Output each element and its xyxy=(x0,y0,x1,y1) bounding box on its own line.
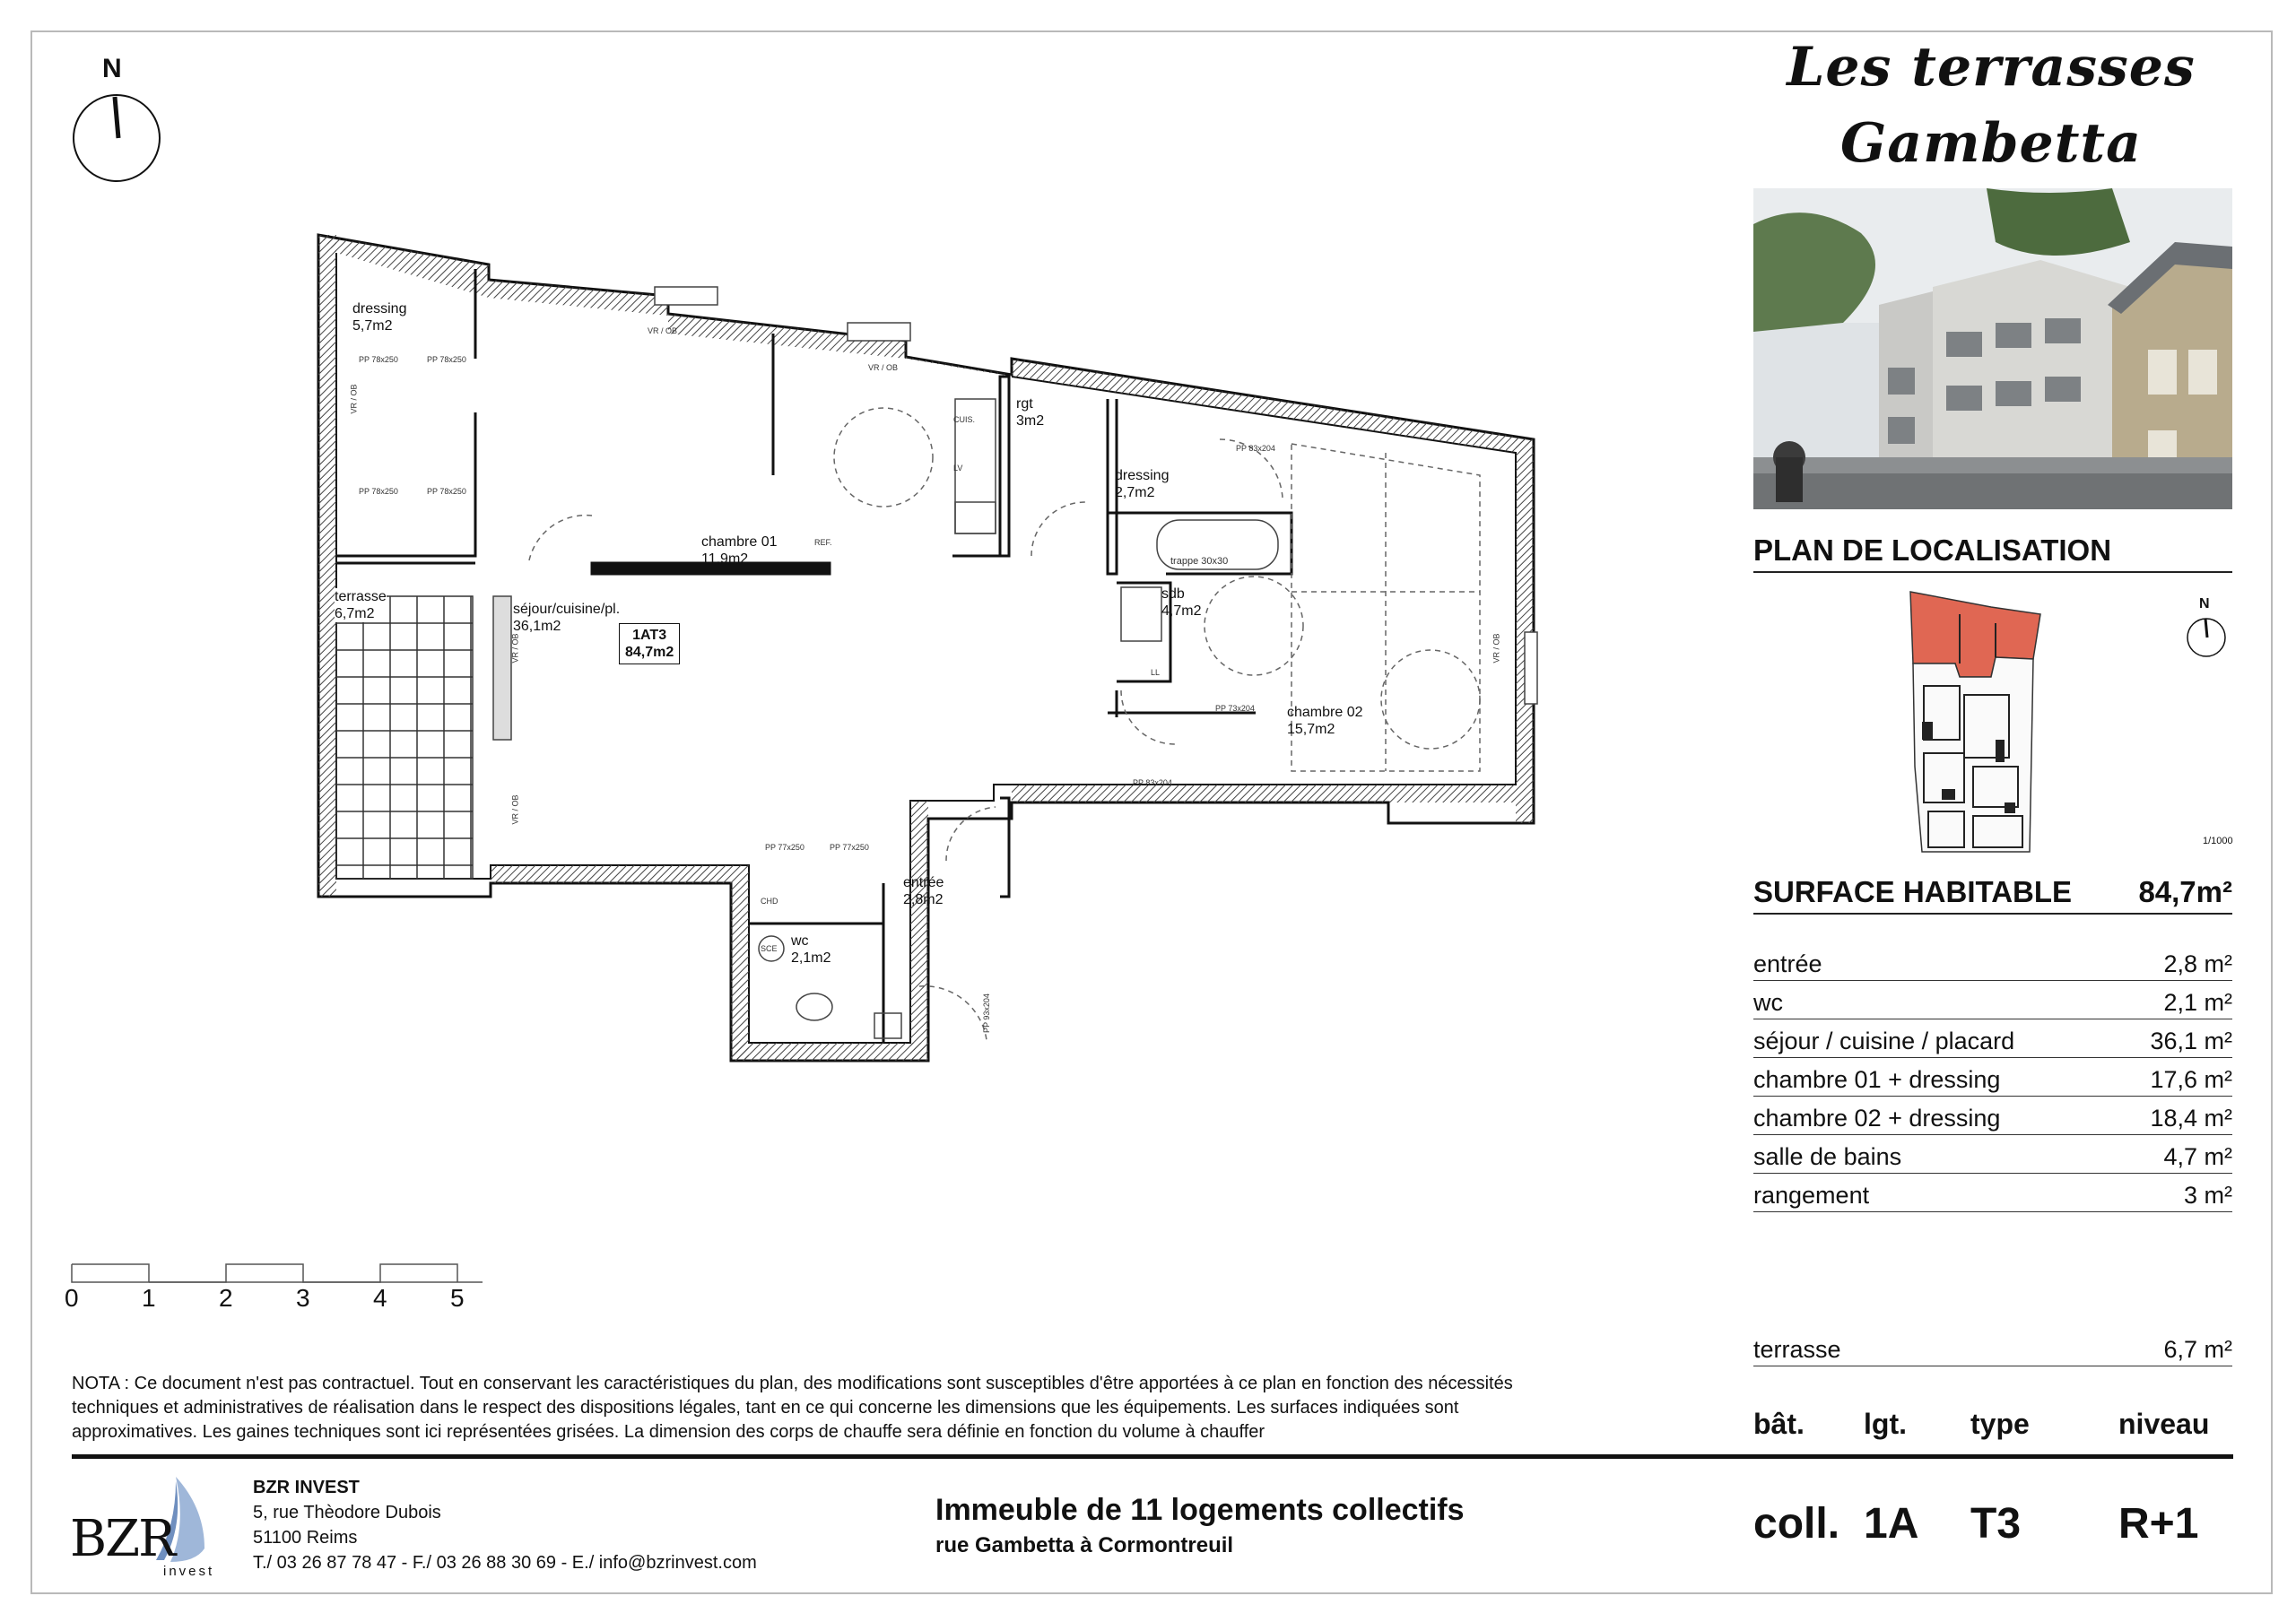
area-row-sejour xyxy=(1753,1028,2232,1058)
room-chambre-01 xyxy=(701,533,778,568)
label-pp78-2: PP 78x250 xyxy=(427,355,466,364)
room-wc xyxy=(791,932,831,967)
localisation-title: PLAN DE LOCALISATION xyxy=(1753,533,2232,573)
label-vr-ob-2: VR / OB xyxy=(868,363,899,372)
north-arrow-icon xyxy=(2185,616,2228,659)
surface-total: 84,7m² xyxy=(2138,875,2232,908)
bottom-divider xyxy=(72,1454,2233,1459)
localisation-north-label: N xyxy=(2199,596,2210,612)
room-entree xyxy=(903,874,944,908)
room-area: 6,7m2 xyxy=(335,606,375,621)
label-ll: LL xyxy=(1151,668,1161,677)
label-vr-ob-4: VR / OB xyxy=(510,794,520,825)
room-name: wc xyxy=(791,933,809,949)
area-label: chambre 01 + dressing xyxy=(1753,1066,2001,1093)
area-value: 2,1 m² xyxy=(2163,989,2232,1016)
logo-subtext: invest xyxy=(163,1564,215,1579)
room-name: rgt xyxy=(1016,396,1033,412)
info-value-lgt: 1A xyxy=(1864,1500,1919,1548)
room-name: dressing xyxy=(1115,468,1170,483)
area-value: 18,4 m² xyxy=(2150,1105,2232,1132)
label-lv: LV xyxy=(953,464,963,473)
unit-area: 84,7m2 xyxy=(625,645,674,660)
room-area: 3m2 xyxy=(1016,413,1045,429)
room-name: dressing xyxy=(352,301,407,317)
localisation-north xyxy=(2185,596,2228,668)
scale-tick-5: 5 xyxy=(450,1284,465,1312)
area-label: entrée xyxy=(1753,950,1822,977)
label-pp77-2: PP 77x250 xyxy=(830,843,869,852)
label-vr-ob-3: VR / OB xyxy=(510,633,520,664)
company-address-1: 5, rue Thèodore Dubois xyxy=(253,1503,441,1522)
area-value: 6,7 m² xyxy=(2163,1336,2232,1363)
room-area: 5,7m2 xyxy=(352,318,393,334)
area-row-terrasse xyxy=(1753,1336,2232,1366)
area-row-chambre-01 xyxy=(1753,1066,2232,1097)
label-vr-ob-6: VR / OB xyxy=(349,384,359,414)
company-contact: T./ 03 26 87 78 47 - F./ 03 26 88 30 69 - E./ info@bzrinvest.com xyxy=(253,1553,757,1573)
room-name: chambre 01 xyxy=(701,534,778,550)
room-rgt xyxy=(1016,395,1044,429)
north-label: N xyxy=(102,54,122,83)
info-header-lgt: lgt. xyxy=(1864,1408,1907,1440)
company-block xyxy=(253,1475,757,1575)
room-chambre-02 xyxy=(1287,704,1363,738)
label-chd: CHD xyxy=(761,897,778,906)
surface-title-row xyxy=(1753,875,2232,915)
area-label: salle de bains xyxy=(1753,1143,1902,1170)
info-header-type: type xyxy=(1970,1408,2030,1440)
area-row-wc xyxy=(1753,989,2232,1019)
label-pp78-3: PP 78x250 xyxy=(359,487,398,496)
area-row-chambre-02 xyxy=(1753,1105,2232,1135)
label-pp78-4: PP 78x250 xyxy=(427,487,466,496)
company-address-2: 51100 Reims xyxy=(253,1528,358,1548)
info-header-niveau: niveau xyxy=(2118,1408,2210,1440)
area-row-entree xyxy=(1753,950,2232,981)
room-dressing-2 xyxy=(1115,467,1169,501)
area-value: 3 m² xyxy=(2184,1182,2232,1209)
label-pp73: PP 73x204 xyxy=(1215,704,1255,713)
room-sejour xyxy=(513,601,620,635)
area-row-salle-de-bains xyxy=(1753,1143,2232,1174)
scale-tick-1: 1 xyxy=(142,1284,156,1312)
project-title: Immeuble de 11 logements collectifs xyxy=(935,1493,1465,1527)
label-pp77-1: PP 77x250 xyxy=(765,843,804,852)
label-trappe: trappe 30x30 xyxy=(1170,556,1229,567)
info-value-type: T3 xyxy=(1970,1500,2022,1548)
label-cuis: CUIS. xyxy=(953,415,976,424)
building-photo xyxy=(1753,188,2232,509)
company-name: BZR INVEST xyxy=(253,1478,360,1497)
room-name: terrasse xyxy=(335,589,387,604)
area-value: 2,8 m² xyxy=(2163,950,2232,977)
project-block xyxy=(935,1493,1465,1558)
company-logo xyxy=(70,1472,231,1580)
room-name: entrée xyxy=(903,875,944,890)
room-name: sdb xyxy=(1161,586,1185,602)
area-value: 4,7 m² xyxy=(2163,1143,2232,1170)
label-vr-ob-5: VR / OB xyxy=(1492,633,1501,664)
label-pp93: PP 93x204 xyxy=(981,993,991,1033)
room-area: 4,7m2 xyxy=(1161,603,1202,619)
room-area: 15,7m2 xyxy=(1287,722,1335,737)
room-name: chambre 02 xyxy=(1287,705,1363,720)
area-value: 17,6 m² xyxy=(2150,1066,2232,1093)
area-label: chambre 02 + dressing xyxy=(1753,1105,2001,1132)
info-header-bat: bât. xyxy=(1753,1408,1805,1440)
room-area: 2,7m2 xyxy=(1115,485,1155,500)
info-value-niveau: R+1 xyxy=(2118,1500,2199,1548)
room-area: 36,1m2 xyxy=(513,619,561,634)
info-value-bat: coll. xyxy=(1753,1500,1840,1548)
localisation-map xyxy=(1906,587,2049,856)
room-area: 2,8m2 xyxy=(903,892,944,907)
room-sdb xyxy=(1161,585,1201,620)
label-refr: REF. xyxy=(814,538,832,547)
room-name: séjour/cuisine/pl. xyxy=(513,602,621,617)
logo-text: BZR xyxy=(70,1510,175,1568)
room-dressing-1 xyxy=(352,300,406,334)
area-label: terrasse xyxy=(1753,1336,1841,1363)
unit-label: 1AT3 xyxy=(632,628,667,643)
building-photo-illustration xyxy=(1753,188,2232,509)
surface-title: SURFACE HABITABLE xyxy=(1753,875,2073,908)
scale-tick-3: 3 xyxy=(296,1284,310,1312)
label-pp78-1: PP 78x250 xyxy=(359,355,398,364)
scale-tick-0: 0 xyxy=(65,1284,79,1312)
nota-text: NOTA : Ce document n'est pas contractuel. Tout en conservant les caractéristiques du plan, des modifications sont susceptibles d'être apportées à ce plan en fonction des nécessités techniques et administratives de réalisation dans le respect des dispositions légales, tant en ce qui concerne les dimensions que les équipements. Les surfaces indiquées sont approximatives. Les gaines techniques sont ici représentées grisées. La dimension des corps de chauffe sera définie en fonction du volume à chauffer xyxy=(72,1374,1513,1442)
room-area: 11,9m2 xyxy=(701,551,749,567)
label-sce: SCE xyxy=(761,944,778,953)
unit-label-box xyxy=(619,623,680,664)
scale-tick-2: 2 xyxy=(219,1284,233,1312)
scale-bar xyxy=(70,1262,483,1289)
project-title-line2: Gambetta xyxy=(1839,112,2143,175)
area-label: séjour / cuisine / placard xyxy=(1753,1028,2015,1054)
terrace-tiles xyxy=(336,596,473,879)
label-vr-ob-1: VR / OB xyxy=(648,326,678,335)
project-title-line1: Les terrasses xyxy=(1787,36,2196,99)
area-row-rangement xyxy=(1753,1182,2232,1212)
area-label: rangement xyxy=(1753,1182,1870,1209)
scale-tick-4: 4 xyxy=(373,1284,387,1312)
area-value: 36,1 m² xyxy=(2150,1028,2232,1054)
label-pp83-2: PP 83x204 xyxy=(1133,778,1172,787)
room-terrasse xyxy=(335,588,387,622)
room-area: 2,1m2 xyxy=(791,950,831,966)
label-pp83-1: PP 83x204 xyxy=(1236,444,1275,453)
localisation-scale: 1/1000 xyxy=(2203,836,2233,846)
floor-plan xyxy=(0,0,1578,1085)
area-label: wc xyxy=(1753,989,1783,1016)
project-subtitle: rue Gambetta à Cormontreuil xyxy=(935,1533,1234,1557)
